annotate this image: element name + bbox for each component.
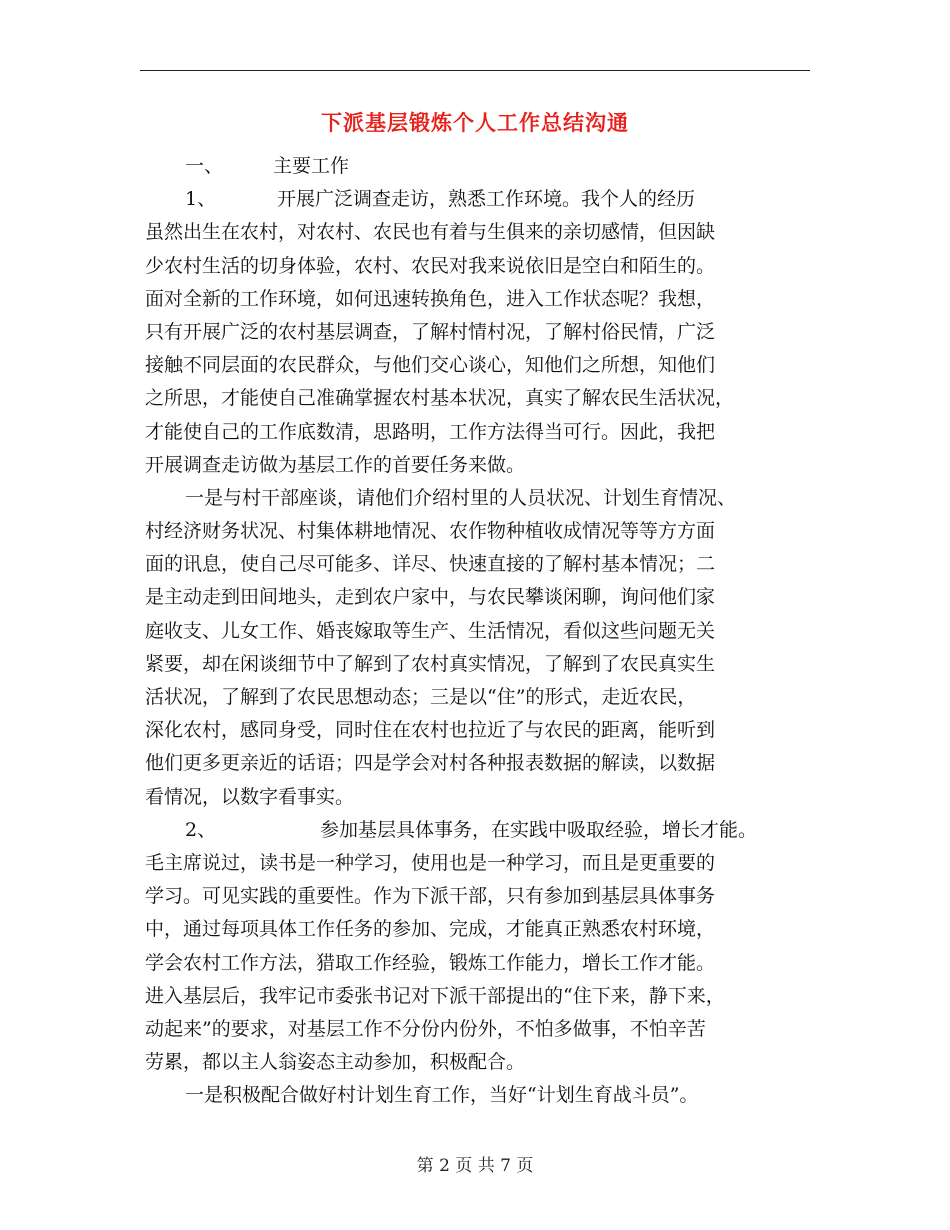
text-line: 看情况，以数字看事实。 (145, 785, 355, 808)
text-line: 学会农村工作方法，猎取工作经验，锻炼工作能力，增长工作才能。 (145, 951, 716, 974)
item2-number: 2、 (185, 818, 217, 841)
item1-heading (145, 183, 813, 216)
text-line: 活状况，了解到了农民思想动态；三是以“住”的形式，走近农民， (145, 686, 697, 708)
text-line: 中，通过每项具体工作任务的参加、完成，才能真正熟悉农村环境， (145, 918, 716, 941)
item2-first-line: 参加基层具体事务，在实践中吸取经验，增长才能。 (320, 818, 758, 841)
text-line: 面对全新的工作环境，如何迅速转换角色，进入工作状态呢？我想， (145, 287, 716, 310)
text-line: 虽然出生在农村，对农村、农民也有着与生俱来的亲切感情，但因缺 (145, 221, 716, 244)
text-line: 只有开展广泛的农村基层调查，了解村情村况，了解村俗民情，广泛 (145, 320, 716, 343)
text-line: 深化农村，感同身受，同时住在农村也拉近了与农民的距离，能听到 (145, 719, 716, 742)
document-title: 下派基层锻炼个人工作总结沟通 (321, 110, 629, 135)
text-line: 一是与村干部座谈，请他们介绍村里的人员状况、计划生育情况、 (185, 486, 737, 509)
text-line: 紧要，却在闲谈细节中了解到了农村真实情况，了解到了农民真实生 (145, 652, 716, 675)
item2-heading (145, 814, 813, 847)
document-body (145, 150, 813, 1112)
paragraph-4-line: 一是积极配合做好村计划生育工作，当好“计划生育战斗员”。 (185, 1084, 699, 1107)
page-footer: 第 2 页 共 7 页 (416, 1156, 534, 1176)
text-line: 他们更多更亲近的话语；四是学会对村各种报表数据的解读，以数据 (145, 752, 716, 775)
item1-number: 1、 (185, 188, 217, 211)
text-line: 面的讯息，使自己尽可能多、详尽、快速直接的了解村基本情况；二 (145, 553, 716, 576)
text-line: 才能使自己的工作底数清，思路明，工作方法得当可行。因此，我把 (145, 420, 716, 443)
text-line: 接触不同层面的农民群众，与他们交心谈心，知他们之所想，知他们 (145, 354, 716, 377)
paragraph-1 (145, 216, 813, 482)
item1-first-line: 开展广泛调查走访，熟悉工作环境。我个人的经历 (277, 188, 696, 211)
text-line: 动起来”的要求，对基层工作不分份内份外，不怕多做事，不怕辛苦 (145, 1017, 706, 1040)
text-line: 进入基层后，我牢记市委张书记对下派干部提出的“住下来，静下来， (145, 984, 725, 1007)
section-number: 一、 (185, 155, 224, 177)
text-line: 开展调查走访做为基层工作的首要任务来做。 (145, 453, 526, 476)
text-line: 庭收支、儿女工作、婚丧嫁取等生产、生活情况，看似这些问题无关 (145, 619, 716, 642)
text-line: 村经济财务状况、村集体耕地情况、农作物种植收成情况等等方方面 (145, 520, 716, 543)
text-line: 劳累，都以主人翁姿态主动参加，积极配合。 (145, 1051, 526, 1074)
text-line: 毛主席说过，读书是一种学习，使用也是一种学习，而且是更重要的 (145, 851, 716, 874)
paragraph-2 (145, 482, 813, 814)
text-line: 学习。可见实践的重要性。作为下派干部，只有参加到基层具体事务 (145, 885, 716, 908)
header-rule (140, 70, 810, 71)
section-heading-text: 主要工作 (273, 155, 350, 177)
text-line: 少农村生活的切身体验，农村、农民对我来说依旧是空白和陌生的。 (145, 254, 716, 277)
text-line: 之所思，才能使自己准确掌握农村基本状况，真实了解农民生活状况， (145, 387, 735, 410)
text-line: 是主动走到田间地头，走到农户家中，与农民攀谈闲聊，询问他们家 (145, 586, 716, 609)
paragraph-3 (145, 847, 813, 1079)
section-heading (145, 150, 813, 183)
